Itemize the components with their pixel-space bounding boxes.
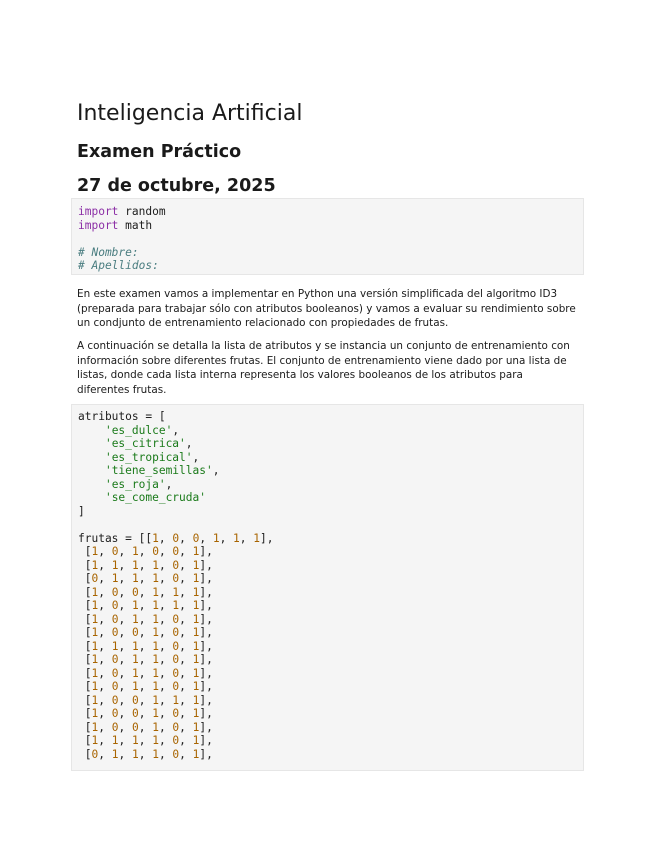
number-value: 0 [111, 707, 119, 720]
number-value: 1 [152, 707, 159, 720]
number-value: 1 [152, 747, 159, 761]
data-row: [1, 0, 0, 1, 1, 1], [78, 585, 213, 599]
number-value: 0 [111, 599, 119, 612]
attribute-string: 'tiene_semillas' [104, 464, 213, 477]
number-value: 1 [152, 626, 159, 639]
number-value: 0 [111, 545, 119, 558]
number-value: 0 [111, 720, 119, 734]
number-value: 0 [111, 585, 119, 599]
number-value: 0 [172, 720, 180, 734]
code-keyword: import [78, 205, 119, 218]
attribute-string: 'es_tropical' [104, 450, 193, 464]
number-value: 0 [131, 693, 139, 707]
number-value: 0 [172, 531, 180, 545]
number-value: 1 [91, 558, 99, 572]
number-value: 1 [192, 720, 200, 734]
number-value: 1 [152, 680, 159, 693]
code-line: 'tiene_semillas', [104, 464, 220, 477]
code-comment-nombre: # Nombre: [78, 245, 139, 259]
number-value: 1 [233, 531, 240, 545]
number-value: 0 [111, 612, 119, 626]
code-line [78, 205, 583, 219]
attribute-string: 'es_dulce' [104, 423, 173, 437]
code-line [78, 491, 583, 505]
number-value: 1 [152, 720, 159, 734]
number-value: 0 [111, 626, 119, 639]
data-row: [0, 1, 1, 1, 0, 1], [78, 572, 213, 585]
number-value: 0 [131, 720, 139, 734]
number-value: 0 [91, 572, 99, 585]
number-value: 1 [111, 747, 119, 761]
number-value: 1 [152, 599, 159, 612]
data-row: [1, 0, 1, 1, 0, 1], [78, 680, 213, 693]
page-subtitle: Examen Práctico [77, 142, 242, 162]
number-value: 1 [91, 585, 99, 599]
dataset-paragraph: A continuación se detalla la lista de atributos y se instancia un conjunto de entrenamiento con información sobre diferentes frutas. El conjunto de entrenamiento viene dado por una lista de listas, donde cada lista interna representa los valores booleanos de los atributos para diferentes frutas. [77, 340, 570, 396]
number-value: 1 [91, 707, 99, 720]
number-value: 1 [152, 639, 159, 653]
number-value: 0 [172, 572, 180, 585]
number-value: 1 [192, 734, 200, 747]
data-row: [0, 1, 1, 1, 0, 1], [78, 747, 213, 761]
number-value: 1 [131, 747, 139, 761]
number-value: 1 [192, 599, 200, 612]
number-value: 1 [192, 653, 200, 666]
data-row: [1, 0, 0, 1, 0, 1], [78, 707, 213, 720]
number-value: 1 [91, 720, 99, 734]
number-value: 0 [172, 612, 180, 626]
number-value: 1 [91, 653, 99, 666]
number-value: 1 [91, 734, 99, 747]
number-value: 1 [152, 572, 159, 585]
number-value: 0 [172, 653, 180, 666]
number-value: 1 [91, 666, 99, 680]
number-value: 1 [111, 572, 119, 585]
attribute-string: 'es_roja' [104, 477, 166, 491]
data-row: [1, 0, 0, 1, 0, 1], [78, 626, 213, 639]
data-row: [1, 1, 1, 1, 0, 1], [78, 639, 213, 653]
number-value: 1 [192, 707, 200, 720]
code-cell-imports[interactable] [71, 198, 584, 275]
number-value: 1 [152, 558, 159, 572]
number-value: 0 [172, 626, 180, 639]
number-value: 1 [192, 693, 200, 707]
data-row: [1, 0, 0, 1, 0, 1], [78, 720, 213, 734]
number-value: 1 [172, 585, 180, 599]
attribute-string: 'es_citrica' [104, 437, 186, 450]
data-row: frutas = [[1, 0, 0, 1, 1, 1], [78, 531, 274, 545]
number-value: 1 [192, 626, 200, 639]
data-row: [1, 0, 1, 0, 0, 1], [78, 545, 213, 558]
number-value: 0 [192, 531, 200, 545]
code-variable: frutas [78, 531, 119, 545]
code-line: 'es_roja', [104, 477, 173, 491]
number-value: 1 [152, 653, 159, 666]
number-value: 1 [111, 558, 119, 572]
number-value: 0 [91, 747, 99, 761]
code-cell-dataset[interactable] [71, 404, 584, 771]
attribute-string: 'se_come_cruda' [104, 491, 206, 504]
number-value: 1 [152, 612, 159, 626]
number-value: 1 [131, 639, 139, 653]
data-row: [1, 0, 0, 1, 1, 1], [78, 693, 213, 707]
number-value: 1 [131, 545, 139, 558]
number-value: 1 [91, 680, 99, 693]
number-value: 1 [212, 531, 220, 545]
number-value: 0 [131, 626, 139, 639]
number-value: 0 [172, 558, 180, 572]
code-blank-line [78, 518, 583, 532]
number-value: 1 [91, 545, 99, 558]
number-value: 1 [152, 666, 159, 680]
number-value: 1 [91, 626, 99, 639]
number-value: 1 [192, 545, 200, 558]
number-value: 0 [172, 747, 180, 761]
number-value: 0 [172, 545, 180, 558]
data-row: [1, 1, 1, 1, 0, 1], [78, 734, 213, 747]
number-value: 0 [152, 545, 159, 558]
number-value: 1 [91, 639, 99, 653]
number-value: 1 [192, 612, 200, 626]
code-blank-line [78, 232, 583, 246]
data-row: [1, 0, 1, 1, 0, 1], [78, 666, 213, 680]
number-value: 1 [131, 734, 139, 747]
number-value: 0 [131, 707, 139, 720]
number-value: 1 [192, 747, 200, 761]
number-value: 0 [172, 734, 180, 747]
number-value: 0 [172, 680, 180, 693]
number-value: 1 [131, 612, 139, 626]
code-comment-apellidos: # Apellidos: [78, 259, 159, 272]
code-line [78, 219, 583, 233]
code-line: ] [78, 504, 85, 518]
number-value: 1 [192, 680, 200, 693]
exam-date: 27 de octubre, 2025 [77, 176, 276, 196]
number-value: 0 [131, 585, 139, 599]
number-value: 1 [131, 558, 139, 572]
number-value: 1 [152, 693, 159, 707]
number-value: 1 [131, 680, 139, 693]
number-value: 1 [131, 653, 139, 666]
number-value: 1 [111, 734, 119, 747]
number-value: 1 [131, 572, 139, 585]
number-value: 0 [111, 666, 119, 680]
number-value: 0 [172, 666, 180, 680]
number-value: 1 [91, 599, 99, 612]
number-value: 1 [131, 666, 139, 680]
data-row: [1, 1, 1, 1, 0, 1], [78, 558, 213, 572]
code-line: 'es_citrica', [104, 437, 193, 450]
code-line: atributos = [ [78, 410, 166, 423]
code-line: 'es_dulce', [104, 423, 180, 437]
number-value: 0 [172, 707, 180, 720]
code-module: math [125, 218, 153, 232]
number-value: 1 [172, 599, 180, 612]
number-value: 1 [152, 734, 159, 747]
number-value: 0 [172, 639, 180, 653]
number-value: 1 [253, 531, 261, 545]
number-value: 1 [172, 693, 180, 707]
number-value: 0 [111, 653, 119, 666]
number-value: 1 [192, 558, 200, 572]
data-row: [1, 0, 1, 1, 1, 1], [78, 599, 213, 612]
data-row: [1, 0, 1, 1, 0, 1], [78, 612, 213, 626]
number-value: 1 [111, 639, 119, 653]
number-value: 1 [192, 572, 200, 585]
intro-paragraph: En este examen vamos a implementar en Python una versión simplificada del algoritmo ID3 (preparada para trabajar sólo con atributos booleanos) y vamos a evaluar su rendimiento sobre un condjunto de entrenamiento relacionado con propiedades de frutas. [77, 288, 576, 330]
number-value: 1 [131, 599, 139, 612]
number-value: 1 [192, 639, 200, 653]
code-keyword: import [78, 218, 119, 232]
number-value: 1 [152, 531, 159, 545]
code-module: random [125, 205, 166, 218]
data-row: [1, 0, 1, 1, 0, 1], [78, 653, 213, 666]
code-line: 'es_tropical', [104, 450, 200, 464]
number-value: 1 [192, 666, 200, 680]
number-value: 0 [111, 680, 119, 693]
number-value: 1 [152, 585, 159, 599]
code-variable: atributos [78, 410, 139, 423]
number-value: 0 [111, 693, 119, 707]
page-title: Inteligencia Artificial [77, 101, 303, 126]
number-value: 1 [192, 585, 200, 599]
number-value: 1 [91, 612, 99, 626]
number-value: 1 [91, 693, 99, 707]
